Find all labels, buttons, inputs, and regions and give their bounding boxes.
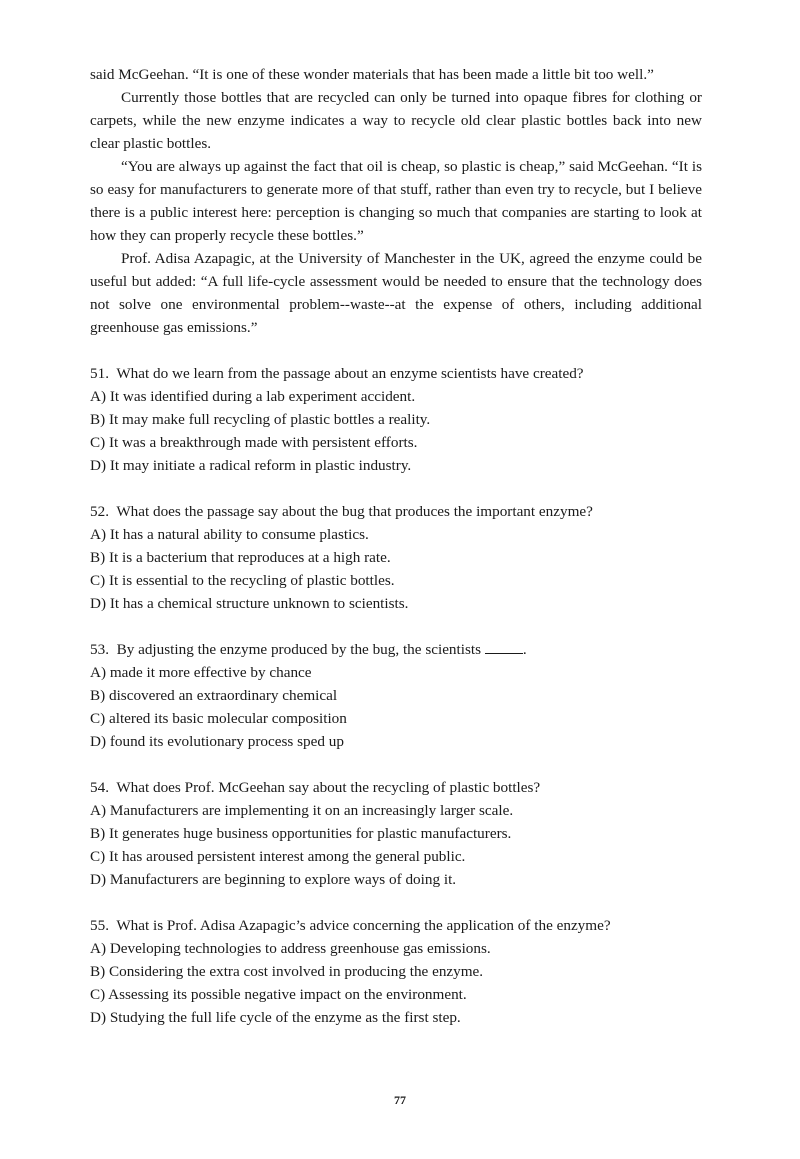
answer-option: D) It may initiate a radical reform in plastic industry. bbox=[90, 457, 412, 474]
answer-option: C) altered its basic molecular composition bbox=[90, 710, 347, 727]
question-51 bbox=[90, 362, 702, 477]
question-number: 54. bbox=[90, 779, 109, 796]
passage-paragraph: Prof. Adisa Azapagic, at the University of Manchester in the UK, agreed the enzyme could be useful but added: “A full life-cycle assessment would be needed to ensure that the technology does not solve one environmental problem--waste--at the expense of others, including additional greenhouse gas emissions.” bbox=[90, 250, 702, 336]
page-number: 77 bbox=[394, 1093, 406, 1107]
question-stem bbox=[90, 362, 702, 385]
fill-in-blank bbox=[485, 641, 523, 654]
question-text: What does Prof. McGeehan say about the recycling of plastic bottles? bbox=[116, 779, 541, 796]
answer-option: B) It generates huge business opportunities for plastic manufacturers. bbox=[90, 825, 512, 842]
answer-option: A) Developing technologies to address greenhouse gas emissions. bbox=[90, 940, 491, 957]
answer-option: C) It was a breakthrough made with persistent efforts. bbox=[90, 434, 418, 451]
question-number: 55. bbox=[90, 917, 109, 934]
question-stem-end: . bbox=[522, 641, 527, 658]
passage-paragraph: “You are always up against the fact that oil is cheap, so plastic is cheap,” said McGeehan. “It is so easy for manufacturers to generate more of that stuff, rather than even try to recycle, but I believe there is a public interest here: perception is changing so much that companies are starting to look at how they can properly recycle these bottles.” bbox=[90, 158, 702, 244]
answer-option: C) It has aroused persistent interest among the general public. bbox=[90, 848, 466, 865]
question-stem bbox=[90, 914, 702, 937]
question-stem bbox=[90, 638, 702, 661]
question-list bbox=[90, 362, 702, 1029]
question-53 bbox=[90, 638, 702, 753]
question-text: By adjusting the enzyme produced by the bug, the scientists bbox=[116, 641, 482, 658]
page-content bbox=[90, 63, 702, 1052]
passage-paragraph: said McGeehan. “It is one of these wonder materials that has been made a little bit too well.” bbox=[90, 66, 654, 83]
answer-option: A) It has a natural ability to consume plastics. bbox=[90, 526, 369, 543]
answer-option: A) made it more effective by chance bbox=[90, 664, 312, 681]
answer-option: D) It has a chemical structure unknown to scientists. bbox=[90, 595, 409, 612]
question-54 bbox=[90, 776, 702, 891]
passage-paragraph: Currently those bottles that are recycled can only be turned into opaque fibres for clothing or carpets, while the new enzyme indicates a way to recycle old clear plastic bottles back into new clear plastic bottles. bbox=[90, 89, 702, 152]
question-number: 52. bbox=[90, 503, 109, 520]
question-text: What do we learn from the passage about an enzyme scientists have created? bbox=[116, 365, 584, 382]
answer-option: A) Manufacturers are implementing it on an increasingly larger scale. bbox=[90, 802, 514, 819]
question-stem bbox=[90, 776, 702, 799]
answer-option: B) It is a bacterium that reproduces at a high rate. bbox=[90, 549, 391, 566]
answer-option: C) Assessing its possible negative impact on the environment. bbox=[90, 986, 467, 1003]
passage bbox=[90, 63, 702, 339]
question-52 bbox=[90, 500, 702, 615]
question-number: 51. bbox=[90, 365, 109, 382]
question-number: 53. bbox=[90, 641, 109, 658]
answer-option: D) found its evolutionary process sped up bbox=[90, 733, 344, 750]
answer-option: B) discovered an extraordinary chemical bbox=[90, 687, 338, 704]
answer-option: A) It was identified during a lab experiment accident. bbox=[90, 388, 416, 405]
answer-option: C) It is essential to the recycling of plastic bottles. bbox=[90, 572, 395, 589]
question-text: What does the passage say about the bug that produces the important enzyme? bbox=[116, 503, 593, 520]
question-text: What is Prof. Adisa Azapagic’s advice concerning the application of the enzyme? bbox=[116, 917, 611, 934]
question-55 bbox=[90, 914, 702, 1029]
answer-option: D) Manufacturers are beginning to explore ways of doing it. bbox=[90, 871, 457, 888]
question-stem bbox=[90, 500, 702, 523]
answer-option: D) Studying the full life cycle of the enzyme as the first step. bbox=[90, 1009, 461, 1026]
answer-option: B) It may make full recycling of plastic bottles a reality. bbox=[90, 411, 431, 428]
answer-option: B) Considering the extra cost involved in producing the enzyme. bbox=[90, 963, 484, 980]
